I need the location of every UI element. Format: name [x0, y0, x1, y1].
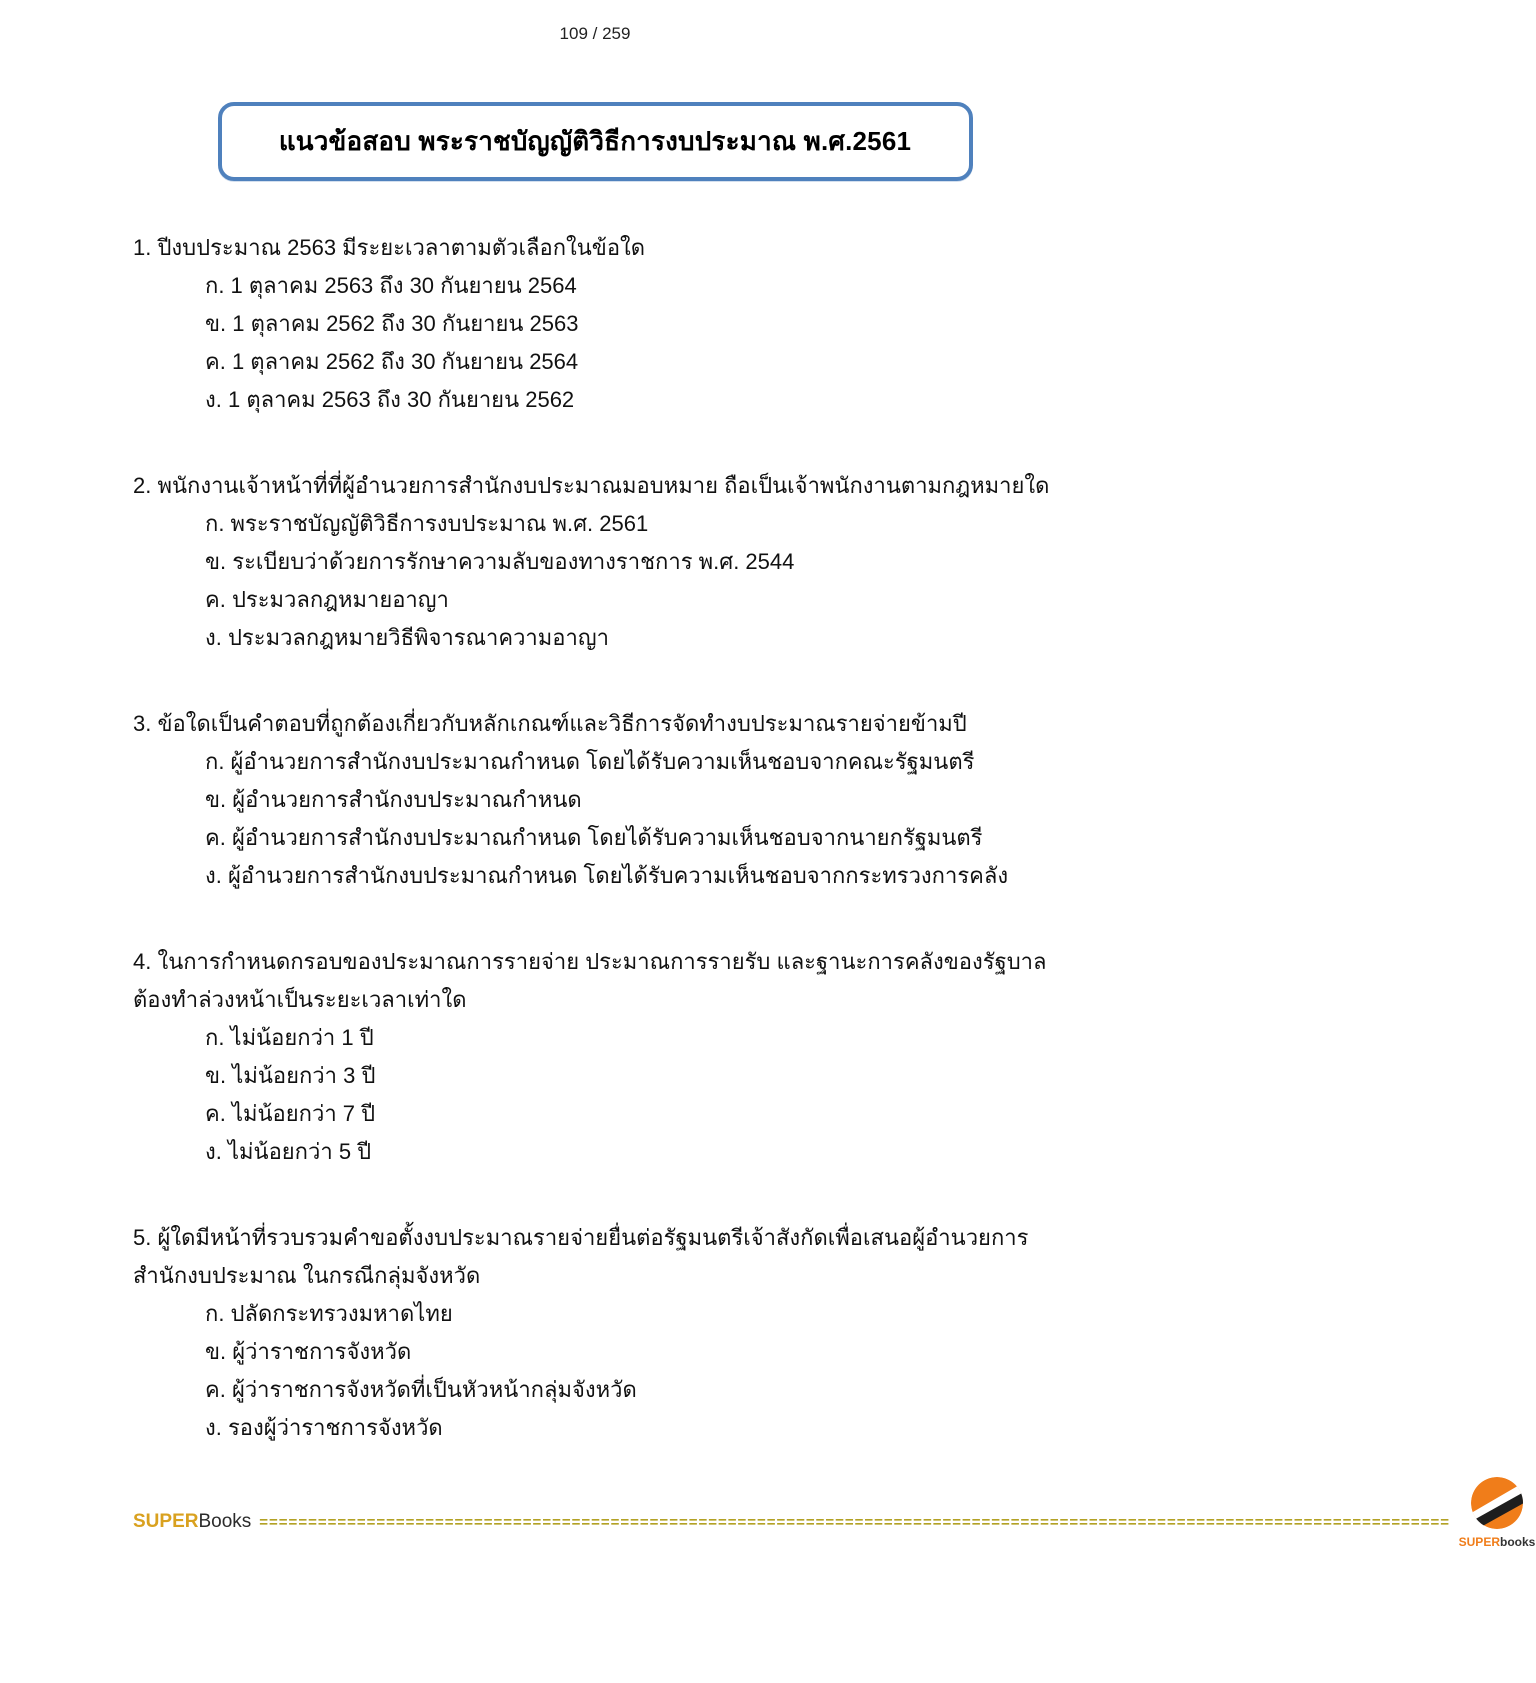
questions-list	[0, 229, 1190, 1447]
question-4-choice-b: ข. ไม่น้อยกว่า 3 ปี	[205, 1063, 376, 1088]
question-4-choice-d: ง. ไม่น้อยกว่า 5 ปี	[205, 1139, 372, 1164]
question-1-choice-c: ค. 1 ตุลาคม 2562 ถึง 30 กันยายน 2564	[205, 349, 579, 374]
exam-title: แนวข้อสอบ พระราชบัญญัติวิธีการงบประมาณ พ.ศ.2561	[278, 126, 912, 156]
question-1-choice-d: ง. 1 ตุลาคม 2563 ถึง 30 กันยายน 2562	[205, 387, 575, 412]
question-1-text: 1. ปีงบประมาณ 2563 มีระยะเวลาตามตัวเลือกในข้อใด	[133, 235, 646, 260]
question-1	[133, 229, 1072, 419]
footer-brand	[133, 1511, 251, 1533]
question-2-choice-b: ข. ระเบียบว่าด้วยการรักษาความลับของทางราชการ พ.ศ. 2544	[205, 549, 795, 574]
question-4-text: 4. ในการกำหนดกรอบของประมาณการรายจ่าย ประมาณการรายรับ และฐานะการคลังของรัฐบาล ต้องทำล่วงหน้าเป็นระยะเวลาเท่าใด	[133, 949, 1047, 1012]
question-1-choice-b: ข. 1 ตุลาคม 2562 ถึง 30 กันยายน 2563	[205, 311, 579, 336]
question-5-choice-a: ก. ปลัดกระทรวงมหาดไทย	[205, 1301, 453, 1326]
question-5-choice-b: ข. ผู้ว่าราชการจังหวัด	[205, 1339, 412, 1364]
question-5-choice-d: ง. รองผู้ว่าราชการจังหวัด	[205, 1415, 443, 1440]
question-3-choice-b: ข. ผู้อำนวยการสำนักงบประมาณกำหนด	[205, 787, 582, 812]
question-2	[133, 467, 1072, 657]
question-3-choice-a: ก. ผู้อำนวยการสำนักงบประมาณกำหนด โดยได้รับความเห็นชอบจากคณะรัฐมนตรี	[205, 749, 975, 774]
superbooks-logo-icon	[1465, 1475, 1529, 1535]
question-3-choice-c: ค. ผู้อำนวยการสำนักงบประมาณกำหนด โดยได้รับความเห็นชอบจากนายกรัฐมนตรี	[205, 825, 983, 850]
footer-divider-line: ==========================================================================================================================	[259, 1514, 1450, 1531]
footer-logo-books: books	[1499, 1535, 1536, 1549]
question-3-choice-d: ง. ผู้อำนวยการสำนักงบประมาณกำหนด โดยได้รับความเห็นชอบจากกระทรวงการคลัง	[205, 863, 1009, 888]
footer-logo-label	[1459, 1535, 1536, 1549]
question-2-choice-d: ง. ประมวลกฎหมายวิธีพิจารณาความอาญา	[205, 625, 609, 650]
footer-brand-super: SUPER	[133, 1511, 199, 1532]
question-5-text: 5. ผู้ใดมีหน้าที่รวบรวมคำขอตั้งงบประมาณรายจ่ายยื่นต่อรัฐมนตรีเจ้าสังกัดเพื่อเสนอผู้อำนวยการสำนักงบประมาณ ในกรณีกลุ่มจังหวัด	[133, 1225, 1029, 1288]
question-5	[133, 1219, 1072, 1447]
question-2-text: 2. พนักงานเจ้าหน้าที่ที่ผู้อำนวยการสำนักงบประมาณมอบหมาย ถือเป็นเจ้าพนักงานตามกฎหมายใด	[133, 473, 1050, 498]
question-5-choice-c: ค. ผู้ว่าราชการจังหวัดที่เป็นหัวหน้ากลุ่มจังหวัด	[205, 1377, 637, 1402]
question-2-choice-a: ก. พระราชบัญญัติวิธีการงบประมาณ พ.ศ. 2561	[205, 511, 649, 536]
footer-logo-column	[1458, 1475, 1536, 1549]
question-4-choice-c: ค. ไม่น้อยกว่า 7 ปี	[205, 1101, 376, 1126]
question-1-choice-a: ก. 1 ตุลาคม 2563 ถึง 30 กันยายน 2564	[205, 273, 577, 298]
question-4-choice-a: ก. ไม่น้อยกว่า 1 ปี	[205, 1025, 374, 1050]
question-2-choice-c: ค. ประมวลกฎหมายอาญา	[205, 587, 449, 612]
question-4	[133, 943, 1072, 1171]
footer-logo-super: SUPER	[1458, 1535, 1500, 1549]
page-number: 109 / 259	[559, 24, 631, 43]
footer-brand-books: Books	[198, 1511, 252, 1532]
question-3-text: 3. ข้อใดเป็นคำตอบที่ถูกต้องเกี่ยวกับหลักเกณฑ์และวิธีการจัดทำงบประมาณรายจ่ายข้ามปี	[133, 711, 967, 736]
page-footer	[133, 1475, 1536, 1549]
question-3	[133, 705, 1072, 895]
exam-title-box	[218, 102, 973, 181]
